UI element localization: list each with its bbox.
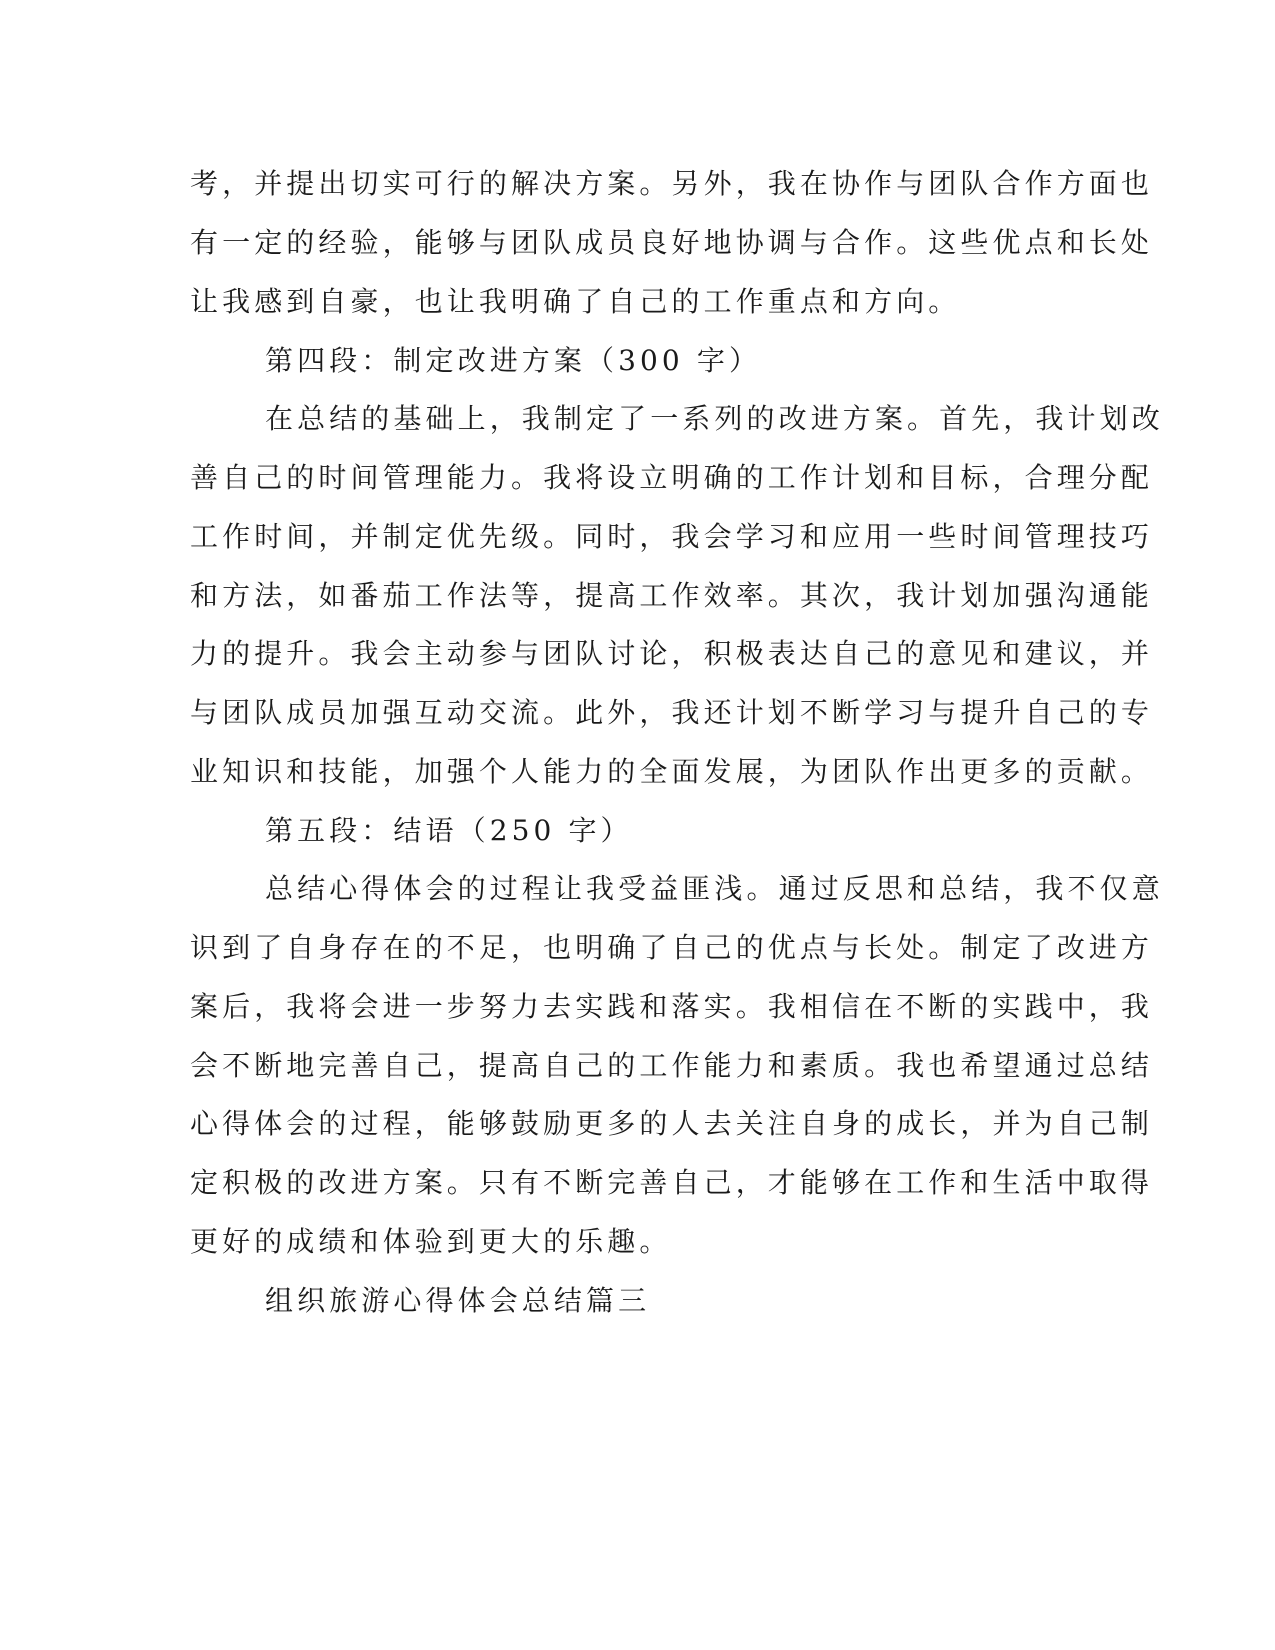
paragraph-line: 有一定的经验，能够与团队成员良好地协调与合作。这些优点和长处	[190, 226, 1154, 259]
paragraph-line: 识到了自身存在的不足，也明确了自己的优点与长处。制定了改进方	[190, 931, 1154, 964]
paragraph-line: 业知识和技能，加强个人能力的全面发展，为团队作出更多的贡献。	[190, 755, 1154, 788]
paragraph-line: 善自己的时间管理能力。我将设立明确的工作计划和目标，合理分配	[190, 461, 1154, 494]
paragraph-line: 工作时间，并制定优先级。同时，我会学习和应用一些时间管理技巧	[190, 520, 1154, 553]
section-heading-4: 第四段：制定改进方案（300 字）	[265, 344, 762, 377]
paragraph-line: 考，并提出切实可行的解决方案。另外，我在协作与团队合作方面也	[190, 167, 1154, 200]
section-heading-5: 第五段：结语（250 字）	[265, 814, 633, 847]
paragraph-line: 和方法，如番茄工作法等，提高工作效率。其次，我计划加强沟通能	[190, 579, 1154, 612]
paragraph-line: 与团队成员加强互动交流。此外，我还计划不断学习与提升自己的专	[190, 696, 1154, 729]
paragraph-line: 力的提升。我会主动参与团队讨论，积极表达自己的意见和建议，并	[190, 637, 1154, 670]
paragraph-line: 让我感到自豪，也让我明确了自己的工作重点和方向。	[190, 285, 961, 318]
paragraph-line: 在总结的基础上，我制定了一系列的改进方案。首先，我计划改	[265, 402, 1164, 435]
paragraph-line: 总结心得体会的过程让我受益匪浅。通过反思和总结，我不仅意	[265, 872, 1164, 905]
paragraph-line: 会不断地完善自己，提高自己的工作能力和素质。我也希望通过总结	[190, 1049, 1154, 1082]
paragraph-line: 更好的成绩和体验到更大的乐趣。	[190, 1225, 672, 1258]
article-title: 组织旅游心得体会总结篇三	[265, 1284, 651, 1317]
paragraph-line: 定积极的改进方案。只有不断完善自己，才能够在工作和生活中取得	[190, 1166, 1154, 1199]
paragraph-line: 案后，我将会进一步努力去实践和落实。我相信在不断的实践中，我	[190, 990, 1154, 1023]
paragraph-line: 心得体会的过程，能够鼓励更多的人去关注自身的成长，并为自己制	[190, 1107, 1154, 1140]
